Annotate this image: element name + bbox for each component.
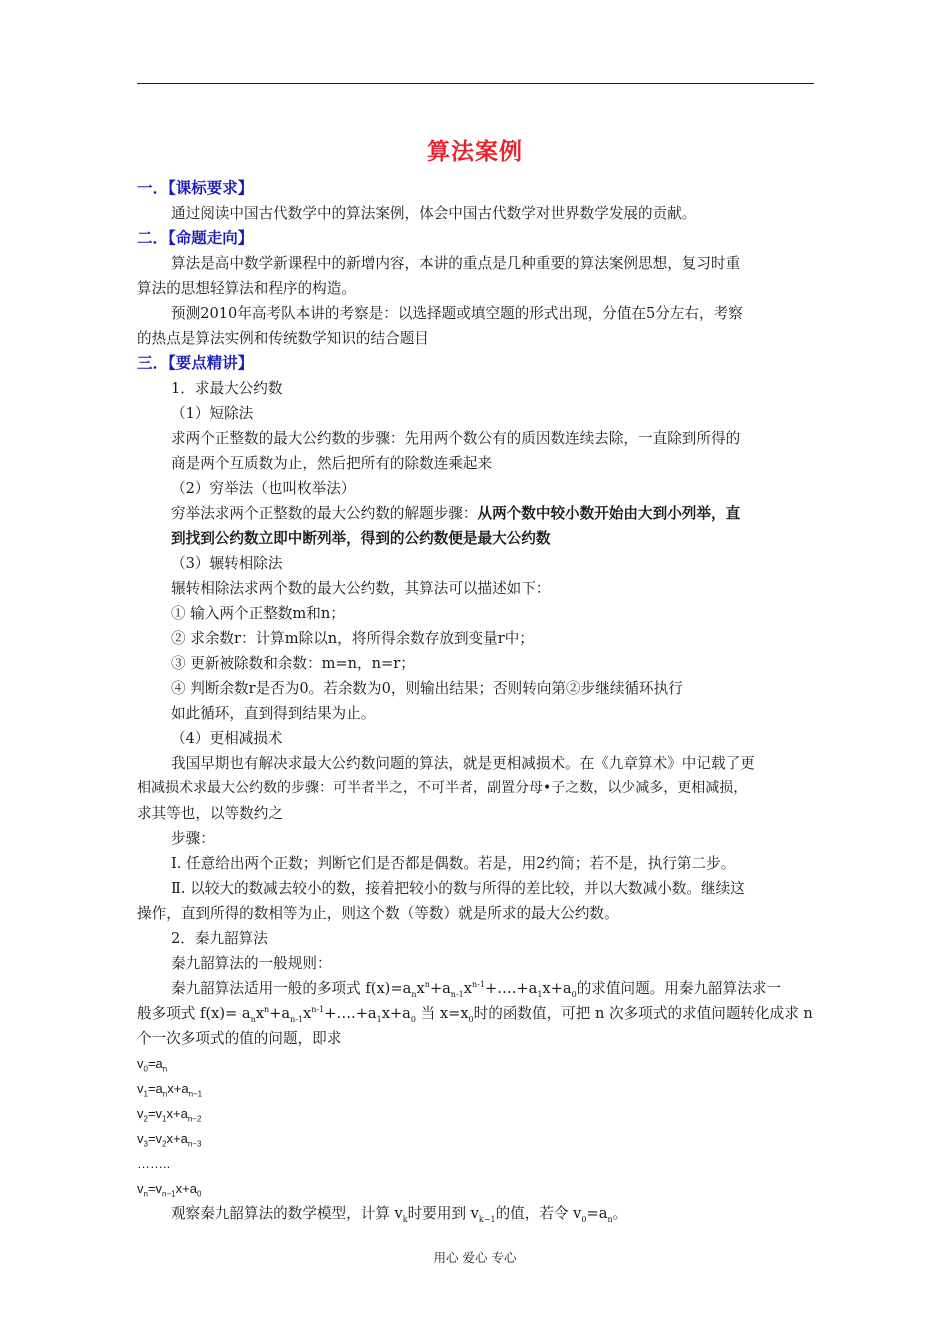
text-run: 时要用到 v xyxy=(407,1205,479,1222)
paragraph: 算法的思想轻算法和程序的构造。 xyxy=(137,280,356,297)
text-run: 般多项式 f(x)= a xyxy=(137,1005,251,1022)
equation: $v_n=v_{n-1}x+a_0$ xyxy=(137,1181,202,1199)
step-item: Ⅱ. 以较大的数减去较小的数，接着把较小的数与所得的差比较，并以大数减小数。继续这 xyxy=(171,880,745,897)
paragraph: 辗转相除法求两个数的最大公约数，其算法可以描述如下： xyxy=(171,580,551,597)
page-title: 算法案例 xyxy=(427,139,523,165)
page-footer: 用心 爱心 专心 xyxy=(433,1250,517,1265)
paragraph: 般多项式 $f(x)= a_nx^n+a_{n-1}x^{n-1}+\dots.+a_1x+a_0$ 当 $x=x_0$时的函数值，可把 n 次多项式的求值问题转化成求 n xyxy=(137,1005,813,1024)
paragraph: 步骤： xyxy=(171,830,215,847)
text-run: 的值，若令 v xyxy=(495,1205,582,1222)
method-title: （1）短除法 xyxy=(171,405,254,422)
text-run: 观察秦九韶算法的数学模型，计算 v xyxy=(171,1205,403,1222)
step-item: ① 输入两个正整数m和n； xyxy=(171,605,345,622)
step-item: ④ 判断余数r是否为0。若余数为0，则输出结果；否则转向第②步继续循环执行 xyxy=(171,680,683,697)
paragraph: 相减损术求最大公约数的步骤：可半者半之，不可半者，副置分母•子之数，以少减多，更相减损， xyxy=(137,780,748,796)
text-run: 时的函数值，可把 n 次多项式的求值问题转化成求 n xyxy=(473,1005,813,1022)
paragraph xyxy=(137,501,817,526)
method-title: （2）穷举法（也叫枚举法） xyxy=(171,480,356,497)
paragraph: 预测2010年高考队本讲的考察是：以选择题或填空题的形式出现，分值在5分左右，考察 xyxy=(171,305,743,322)
section-heading-1: 一．【课标要求】 xyxy=(137,179,254,197)
paragraph: 通过阅读中国古代数学中的算法案例，体会中国古代数学对世界数学发展的贡献。 xyxy=(171,205,697,222)
paragraph: 秦九韶算法适用一般的多项式 $f(x)=a_nx^n+a_{n-1}x^{n-1}+\dots.+a_1x+a_0$的求值问题。用秦九韶算法求一 xyxy=(171,980,782,999)
paragraph: 商是两个互质数为止，然后把所有的除数连乘起来 xyxy=(171,455,493,472)
step-item: Ⅰ. 任意给出两个正数；判断它们是否都是偶数。若是，用2约简；若不是，执行第二步。 xyxy=(171,855,736,872)
section-heading-2: 二．【命题走向】 xyxy=(137,229,254,247)
paragraph: 算法是高中数学新课程中的新增内容，本讲的重点是几种重要的算法案例思想，复习时重 xyxy=(171,255,741,272)
text-run: 穷举法求两个正整数的最大公约数的解题步骤： xyxy=(171,505,478,522)
equation: $v_1=a_nx+a_{n-1}$ xyxy=(137,1081,203,1099)
equation: $v_2=v_1x+a_{n-2}$ xyxy=(137,1106,202,1124)
header-rule xyxy=(137,83,814,84)
paragraph: 求其等也，以等数约之 xyxy=(137,805,283,822)
section-heading-3: 三．【要点精讲】 xyxy=(137,354,254,372)
equation: $v_3=v_2x+a_{n-3}$ xyxy=(137,1131,202,1149)
subsection-title: 1．求最大公约数 xyxy=(171,380,283,397)
text-run: 的求值问题。用秦九韶算法求一 xyxy=(576,980,782,997)
paragraph: 操作，直到所得的数相等为止，则这个数（等数）就是所求的最大公约数。 xyxy=(137,905,619,922)
paragraph: 的热点是算法实例和传统数学知识的结合题目 xyxy=(137,330,429,347)
ellipsis: …….. xyxy=(137,1156,171,1171)
paragraph: 观察秦九韶算法的数学模型，计算 $v_k$时要用到 $v_{k-1}$的值，若令 $v_0=a_n$。 xyxy=(171,1205,628,1224)
text-run: 秦九韶算法适用一般的多项式 f(x)=a xyxy=(171,980,412,997)
step-item: ③ 更新被除数和余数：m=n，n=r； xyxy=(171,655,415,672)
paragraph: 个一次多项式的值的问题，即求 xyxy=(137,1030,342,1047)
step-item: ② 求余数r：计算m除以n，将所得余数存放到变量r中； xyxy=(171,630,534,647)
paragraph: 我国早期也有解决求最大公约数问题的算法，就是更相减损术。在《九章算术》中记载了更 xyxy=(171,755,755,772)
text-run: 。 xyxy=(612,1205,628,1222)
method-title: （3）辗转相除法 xyxy=(171,555,283,572)
paragraph: 求两个正整数的最大公约数的步骤：先用两个数公有的质因数连续去除，一直除到所得的 xyxy=(171,430,741,447)
paragraph: 如此循环，直到得到结果为止。 xyxy=(171,705,376,722)
equation: $v_0=a_n$ xyxy=(137,1056,168,1074)
paragraph: 秦九韶算法的一般规则： xyxy=(171,955,332,972)
bold-text: 从两个数中较小数开始由大到小列举，直 xyxy=(477,505,741,522)
method-title: （4）更相减损术 xyxy=(171,730,283,747)
bold-text: 到找到公约数立即中断列举，得到的公约数便是最大公约数 xyxy=(171,530,551,547)
document-body xyxy=(137,176,817,1226)
subsection-title: 2．秦九韶算法 xyxy=(171,930,268,947)
